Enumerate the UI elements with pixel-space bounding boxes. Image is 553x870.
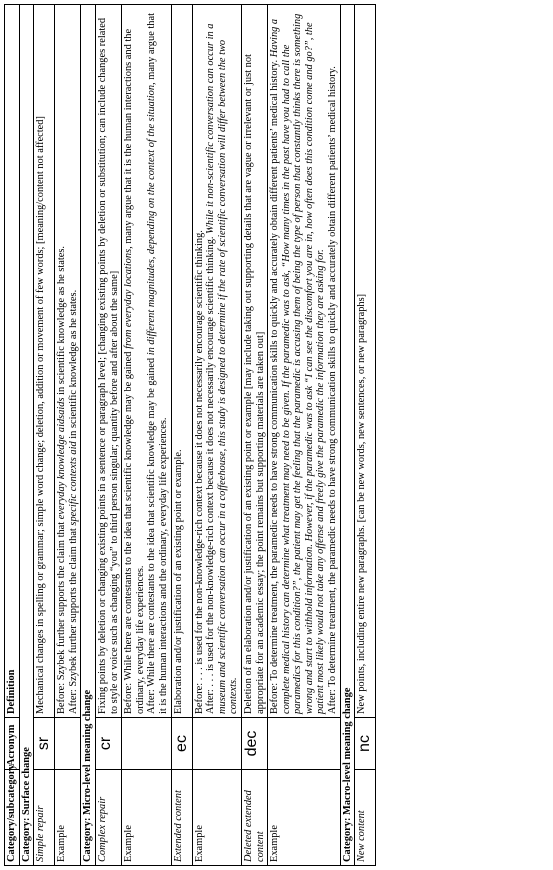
subcategory-name: Extended content [171, 770, 192, 866]
table-row-new-content [355, 5, 376, 866]
before-text: Before: While there are contestants to the idea that scientific knowledge may be gained [123, 348, 135, 714]
before-text: Before: . . . is used for the non-knowledge-rich context because it does not necessarily encourage scientific thinking. [193, 230, 205, 714]
empty-acronym-cell [268, 718, 341, 770]
table-row-ec-example [192, 5, 241, 866]
before-italic: Having a complete medical history can determine what treatment may need to be given. If the paramedic was to ask, “How many times in the past have you had to call the paramedics for this condition?”, the patient may get the feeling that the paramedic is accusing them of being the type of person that constantly thinks there is something wrong and start to withhold information. However, if the paramedic was to ask “I can see the discomfort you are in, how often does this condition come and go?”, the patient most likely would not take any offense and freely give the paramedic the information they are asking for. [269, 13, 327, 714]
table-row-extended-content [171, 5, 192, 866]
after-text: After: While there are contestants to the idea that scientific knowledge may be gained [146, 355, 158, 714]
subcategory-name: Simple repair [34, 770, 55, 866]
subcategory-name: Complex repair [95, 770, 121, 866]
after-text-end: many argue that it is the human interactions and the ordinary, everyday life experiences. [146, 13, 169, 714]
definition-cell: Mechanical changes in spelling or grammar; simple word change; deletion, addition or movement of few words; [meaning/content not affected] [34, 5, 55, 718]
acronym-cell: dec [241, 718, 267, 770]
header-category: Category/subcategory [5, 770, 20, 866]
example-text [122, 5, 171, 718]
revision-categories-table [4, 4, 376, 866]
example-text [268, 5, 341, 718]
before-italic: everyday knowledge aidsaids [56, 397, 68, 520]
table-row-dec-example [268, 5, 341, 866]
definition-cell: Fixing points by deletion or changing existing points in a sentence or paragraph level; [changing existing points by deletion or substitution; can include changes related to style or voice such as changing “you” to third person singular; quantity before and after about the same] [95, 5, 121, 718]
example-label: Example [122, 770, 171, 866]
before-italic: from everyday locations, [123, 246, 135, 349]
definition-cell: Deletion of an elaboration and/or justification of an existing point or example [may include taking out supporting details that are vague or irrelevant or just not appropriate for an academic essay; the point remains but supporting materials are taken out] [241, 5, 267, 718]
before-text: Before: To determine treatment, the paramedic needs to have strong communication skills to quickly and accurately obtain different patients’ medical history. [269, 57, 281, 714]
header-row [5, 5, 20, 866]
table-row-complex-repair [95, 5, 121, 866]
table-row-sr-example [55, 5, 81, 866]
example-label: Example [55, 770, 81, 866]
empty-acronym-cell [55, 718, 81, 770]
before-text-end: in scientific knowledge as he states. [56, 245, 68, 398]
table-row-cr-example [122, 5, 171, 866]
example-text [192, 5, 241, 718]
after-italic: While it non-scientific conversation can occur in a museum and scientific conversation can occur in a coffeehouse, this study is designed to determine if the rate of scientific conversation will differ between the two contexts. [205, 23, 240, 714]
after-text-end: in scientific knowledge as he states. [67, 289, 79, 442]
category-surface-label: Category: Surface change [19, 5, 34, 866]
after-text: After: . . . is used for the non-knowledge-rich context because it does not necessarily encourage scientific thinking. [205, 236, 217, 714]
example-text [55, 5, 81, 718]
after-italic: in different magnitudes, depending on the context of the situation, [146, 82, 158, 356]
empty-acronym-cell [192, 718, 241, 770]
example-label: Example [268, 770, 341, 866]
category-row-surface [19, 5, 34, 866]
subcategory-name: New content [355, 770, 376, 866]
header-acronym: Acronym [5, 718, 20, 770]
before-text: Before: Szybek further supports the claim that [56, 519, 68, 714]
subcategory-name: Deleted extended content [241, 770, 267, 866]
category-row-micro [81, 5, 96, 866]
empty-acronym-cell [122, 718, 171, 770]
before-text-end: many argue that it is the human interactions and the ordinary, everyday life experiences. [123, 28, 146, 714]
table-row-simple-repair [34, 5, 55, 866]
category-macro-label: Category: Macro-level meaning change [340, 5, 355, 866]
table-row-deleted-extended-content [241, 5, 267, 866]
after-text: After: Szybek further supports the claim that [67, 525, 79, 714]
acronym-cell: ec [171, 718, 192, 770]
definition-cell: Elaboration and/or justification of an existing point or example. [171, 5, 192, 718]
after-italic: specific contexts aid [67, 441, 79, 526]
category-row-macro [340, 5, 355, 866]
after-text: After: To determine treatment, the paramedic needs to have strong communication skills to quickly and accurately obtain different patients’ medical history. [327, 66, 339, 714]
example-label: Example [192, 770, 241, 866]
acronym-cell: sr [34, 718, 55, 770]
acronym-cell: cr [95, 718, 121, 770]
header-definition: Definition [5, 5, 20, 718]
acronym-cell: nc [355, 718, 376, 770]
definition-cell: New points, including entire new paragraphs. [can be new words, new sentences, or new paragraphs] [355, 5, 376, 718]
category-micro-label: Category: Micro-level meaning change [81, 5, 96, 866]
